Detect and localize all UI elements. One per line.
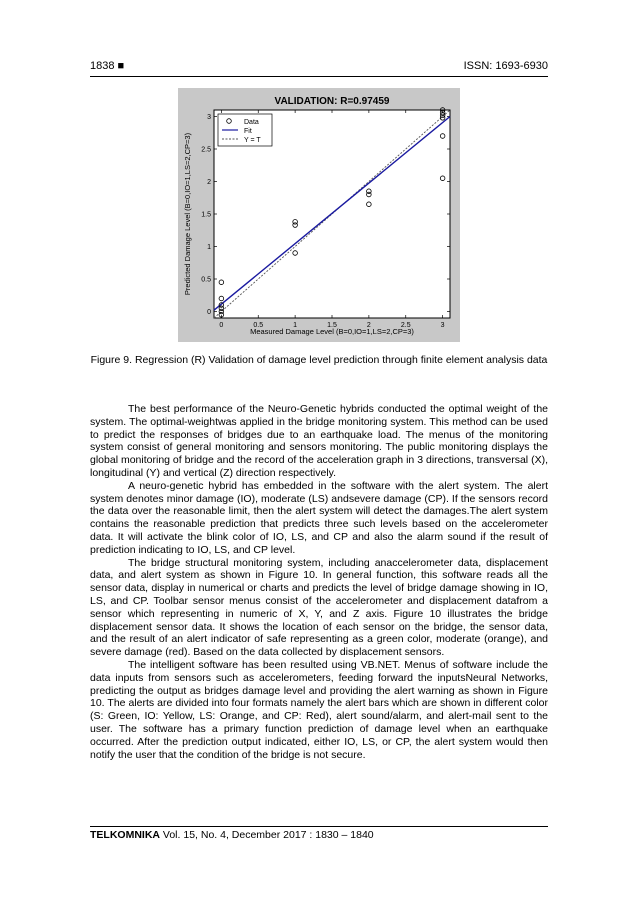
x-tick-label: 1	[293, 322, 298, 329]
x-tick-label: 1.5	[327, 322, 337, 329]
x-axis-label: Measured Damage Level (B=0,IO=1,LS=2,CP=3)	[250, 327, 414, 336]
y-axis-label: Predicted Damage Level (B=0,IO=1,LS=2,CP=3)	[183, 132, 192, 296]
x-tick-label: 2.5	[400, 322, 411, 329]
page-number: 1838 ■	[90, 60, 125, 72]
legend	[218, 114, 272, 146]
x-tick-label: 2	[366, 322, 371, 329]
regression-chart	[178, 88, 460, 342]
footer	[90, 829, 374, 841]
legend-data-label: Data	[244, 119, 259, 126]
paragraph: The best performance of the Neuro-Genetic hybrids conducted the optimal weight of the system. The optimal-weightwas applied in the bridge monitoring system. This method can be used to predict the responses of bridges due to an earthquake load. The menus of the monitoring system consist of general monitoring and sensors monitoring. The public monitoring displays the global monitoring of bridge and the record of the acceleration graph in 3 directions, transversal (X), longitudinal (Y) and vertical (Z) direction respectively.	[90, 403, 548, 479]
y-tick-label: 1	[207, 244, 211, 251]
y-tick-label: 1.5	[201, 211, 211, 219]
y-tick-label: 0.5	[201, 276, 211, 284]
x-tick-label: 0.5	[253, 322, 264, 329]
chart-title: VALIDATION: R=0.97459	[274, 96, 390, 107]
x-tick-label: 0	[219, 322, 224, 329]
figure-panel	[178, 88, 460, 342]
footer-rule	[90, 826, 548, 827]
paragraph: The bridge structural monitoring system, including anaccelerometer data, displacement data, and alert system as shown in Figure 10. In general function, this software reads all the sensor data, display in numerical or charts and predicts the level of bridge damage showing in IO, LS, and CP. Toolbar sensor menus consist of the accelerometer and displacement datafrom a sensor which representing in numeric of X, Y, and Z axis. Figure 10 illustrates the bridge displacement sensor data. It shows the location of each sensor on the bridge, the sensor data, and the result of an alert indicator of safe representing as a green color, moderate (orange), and severe damage (red). Based on the data collected by displacement sensors.	[90, 556, 548, 659]
body-text	[90, 403, 548, 761]
legend-fit-label: Fit	[244, 128, 252, 135]
y-tick-label: 3	[207, 114, 211, 121]
header-rule	[90, 76, 548, 77]
issn-label: ISSN: 1693-6930	[463, 60, 548, 72]
y-tick-label: 0	[207, 309, 211, 316]
legend-yt-label: Y = T	[244, 137, 261, 144]
figure-caption: Figure 9. Regression (R) Validation of damage level prediction through finite element analysis data	[90, 354, 548, 366]
x-tick-label: 3	[440, 322, 445, 329]
paragraph: A neuro-genetic hybrid has embedded in the software with the alert system. The alert system denotes minor damage (IO), moderate (LS) andsevere damage (CP). If the sensors record the data over the reasonable limit, then the alert system will detect the damages.The alert system contains the reasonable prediction that predicts three such levels based on the accelerometer data. It will activate the blink color of IO, LS, and CP and also the alarm sound if the result of prediction indicating to IO, LS, and CP level.	[90, 479, 548, 556]
journal-details: Vol. 15, No. 4, December 2017 : 1830 – 1840	[160, 829, 374, 841]
y-tick-label: 2	[207, 179, 211, 186]
journal-name: TELKOMNIKA	[90, 829, 160, 841]
paragraph: The intelligent software has been resulted using VB.NET. Menus of software include the data inputs from sensors such as accelerometers, feeding forward the inputsNeural Networks, predicting the output as bridges damage level and providing the alert warning as shown in Figure 10. The alerts are divided into four formats namely the alert bars which are shown in different color (S: Green, IO: Yellow, LS: Orange, and CP: Red), alert sound/alarm, and alert-mail sent to the user. The software has a primary function prediction of damage level when an earthquake occurred. After the prediction output indicated, either IO, LS, or CP, the alert system would then notify the user that the condition of the bridge is not secure.	[90, 658, 548, 761]
y-tick-label: 2.5	[201, 146, 211, 154]
